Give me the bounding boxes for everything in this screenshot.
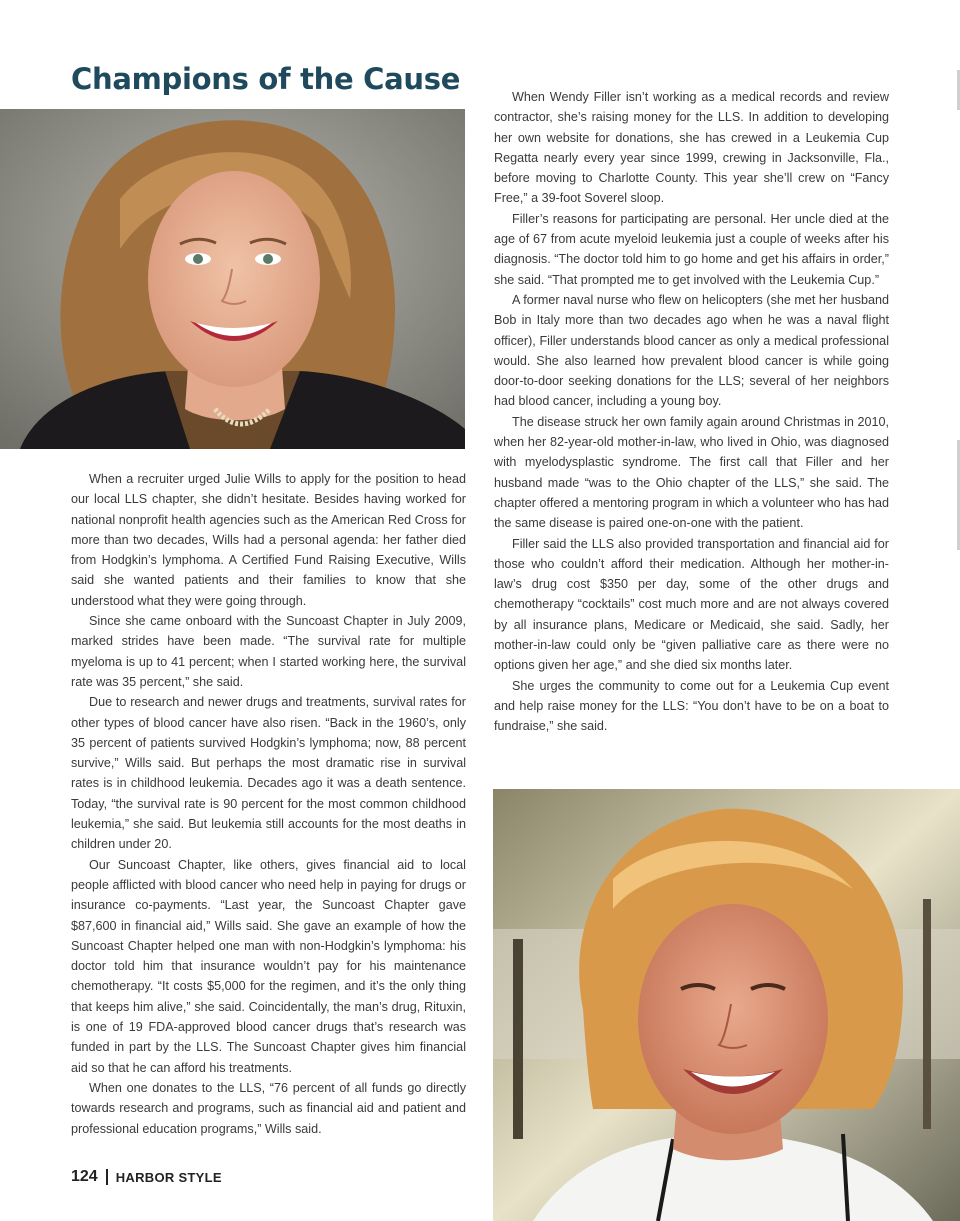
footer-divider — [106, 1169, 108, 1185]
portrait-photo-wendy-filler — [493, 789, 960, 1221]
body-paragraph: Due to research and newer drugs and treatments, survival rates for other types of blood cancer have also risen. “Back in the 1960’s, only 35 percent of patients survived Hodgkin’s lymphoma; now, 88 percent survive,” Wills said. But perhaps the most dramatic rise in survival rates is in childhood leukemia. Decades ago it was a death sentence. Today, “the survival rate is 90 percent for the most common childhood leukemia,” she said. But leukemia still accounts for the most deaths in children under 20. — [71, 695, 466, 852]
body-paragraph: She urges the community to come out for a Leukemia Cup event and help raise money for the LLS: “You don’t have to be on a boat to fundraise,” she said. — [494, 678, 889, 734]
body-paragraph: The disease struck her own family again around Christmas in 2010, when her 82-year-old mother-in-law, who lived in Ohio, was diagnosed with myelodysplastic syndrome. The first call that Filler and her husband made “was to the Ohio chapter of the LLS,” she said. The chapter offered a mentoring program in which a volunteer who has had the same disease is paired one-on-one with the patient. — [494, 414, 889, 531]
body-paragraph: Filler’s reasons for participating are personal. Her uncle died at the age of 67 from acute myeloid leukemia just a couple of weeks after his diagnosis. “The doctor told him to go home and get his affairs in order,” she said. “That prompted me to get involved with the Leukemia Cup.” — [494, 211, 889, 287]
portrait-photo-julie-wills — [0, 109, 465, 449]
body-paragraph: When a recruiter urged Julie Wills to apply for the position to head our local LLS chapter, she didn’t hesitate. Besides having worked for national nonprofit health agencies such as the American Red Cross for more than two decades, Wills had a personal agenda: her father died from Hodgkin’s lymphoma. A Certified Fund Raising Executive, Wills said she wanted patients and their families to know that she understood what they were going through. — [71, 472, 466, 608]
body-paragraph: Filler said the LLS also provided transportation and financial aid for those who couldn’t afford their medication. Although her mother-in-law’s drug cost $350 per day, some of the other drugs and chemotherapy “cocktails” cost much more and are not always covered by all insurance plans, Medicare or Medicaid, she said. Sadly, her mother-in-law could only be “given palliative care as there were no options given her age,” and she died six months later. — [494, 536, 889, 673]
article-title: Champions of the Cause — [71, 62, 461, 96]
body-paragraph: When Wendy Filler isn’t working as a medical records and review contractor, she’s raising money for the LLS. In addition to developing her own website for donations, she has crewed in a Leukemia Cup Regatta nearly every year since 1999, crewing in Jacksonville, Fla., before moving to Charlotte County. This year she’ll crew on “Fancy Free,” a 39-foot Soverel sloop. — [494, 90, 889, 206]
page-number: 124 — [71, 1168, 98, 1185]
body-paragraph: Since she came onboard with the Suncoast Chapter in July 2009, marked strides have been made. “The survival rate for multiple myeloma is up to 41 percent; when I started working here, the survival rate was 35 percent,” she said. — [71, 614, 466, 689]
body-paragraph: Our Suncoast Chapter, like others, gives financial aid to local people afflicted with blood cancer who need help in paying for drugs or insurance co-payments. “Last year, the Suncoast Chapter gave $87,600 in financial aid,” Wills said. She gave an example of how the Suncoast Chapter helped one man with non-Hodgkin’s lymphoma: his doctor told him that insurance wouldn’t pay for his maintenance chemotherapy. “It costs $5,000 for the regimen, and it’s the only thing that keeps him alive,” she said. Coincidentally, the man’s drug, Rituxin, is one of 19 FDA-approved blood cancer drugs that’s research was funded in part by the LLS. The Suncoast Chapter gives him financial aid so that he can afford his treatments. — [71, 857, 466, 1075]
article-left-column — [71, 469, 466, 1139]
body-paragraph: A former naval nurse who flew on helicopters (she met her husband Bob in Italy more than two decades ago when he was a naval flight officer), Filler understands blood cancer as only a medical professional would. She also learned how prevalent blood cancer is while going door-to-door seeking donations for the LLS; several of her neighbors had blood cancer, including a young boy. — [494, 292, 889, 409]
body-paragraph: When one donates to the LLS, “76 percent of all funds go directly towards research and programs, such as financial aid and patient and professional education programs,” Wills said. — [71, 1080, 466, 1136]
page-footer — [71, 1168, 222, 1186]
article-right-column — [494, 87, 889, 737]
magazine-name: HARBOR STYLE — [115, 1169, 222, 1185]
